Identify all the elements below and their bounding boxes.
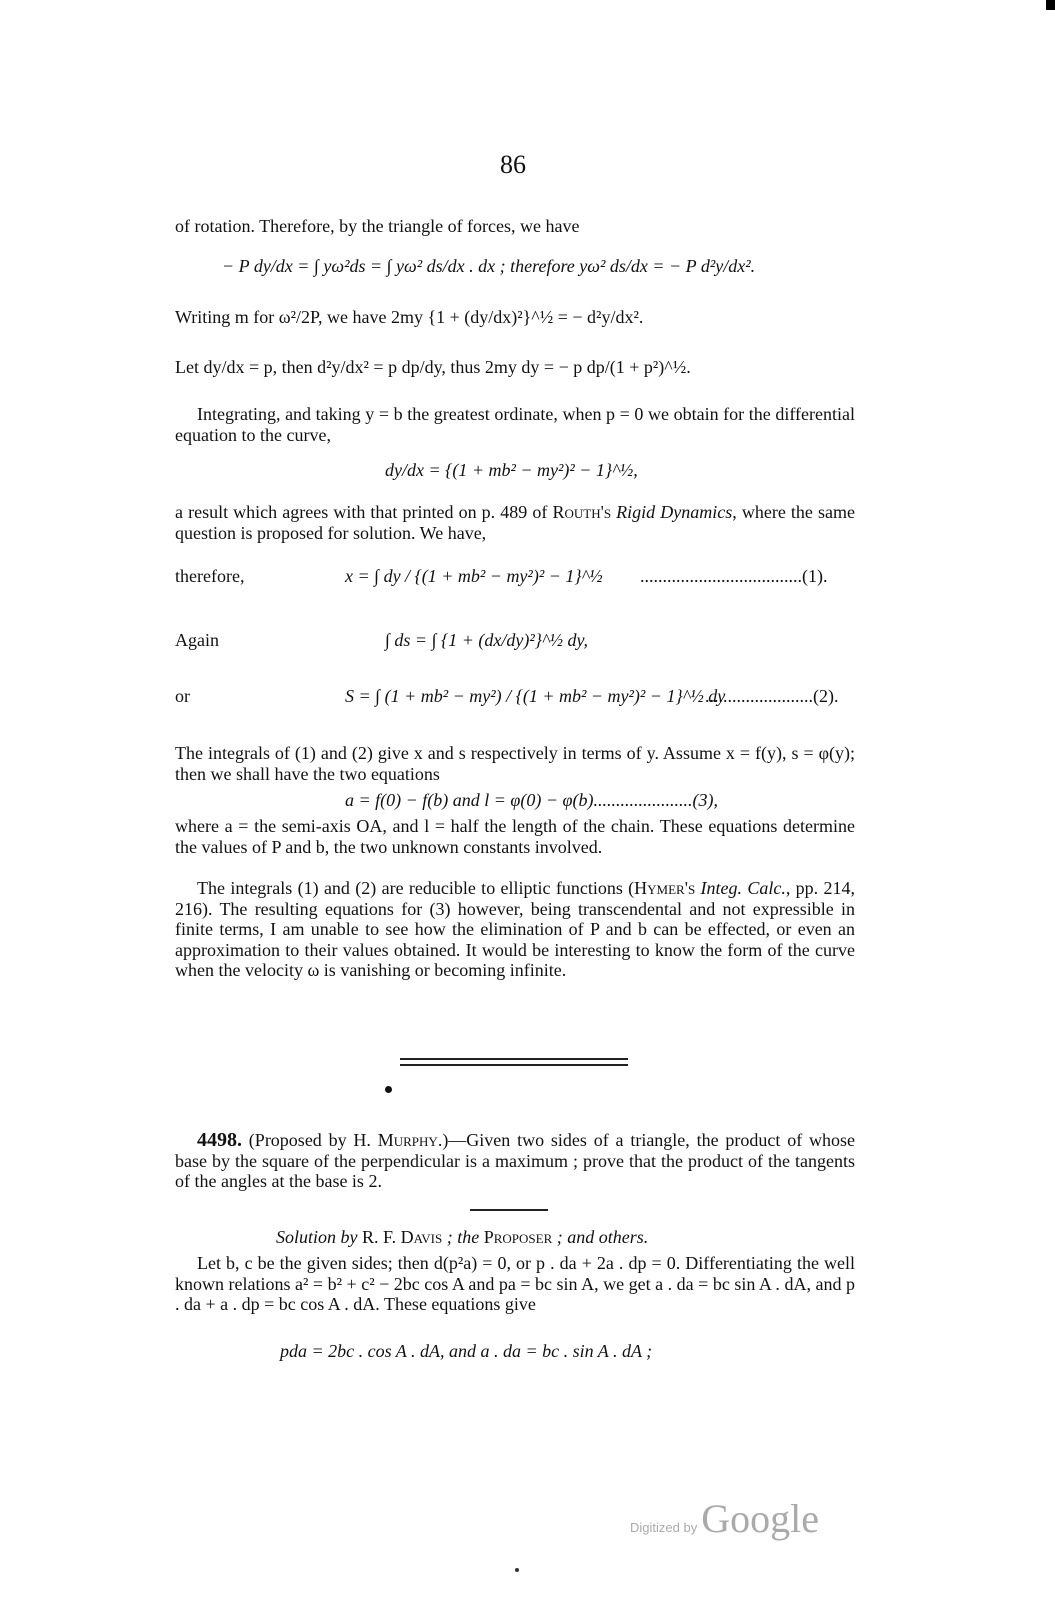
paragraph: The integrals of (1) and (2) give x and s respectively in terms of y. Assume x = f(y), s = φ(y); then we shall have the two equations (175, 743, 855, 784)
watermark (630, 1495, 819, 1542)
label: or (175, 686, 190, 706)
text: , pp. 214, 216). The resulting equations for (3) however, being transcendental and not expressible in finite terms, I am unable to see how the elimination of P and b can be effected, or even an approximation to their values obtained. It would be interesting to know the form of the curve when the velocity ω is vanishing or becoming infinite. (175, 878, 856, 981)
solver-name: R. F. Davis (357, 1227, 443, 1247)
dot (515, 1568, 519, 1572)
paragraph (175, 502, 855, 543)
equation: dy/dx = {(1 + mb² − my²)² − 1}^½, (385, 460, 638, 480)
scan-mark (1046, 0, 1055, 10)
text-line: of rotation. Therefore, by the triangle of forces, we have (175, 216, 580, 236)
google-logo: Google (701, 1496, 819, 1541)
text: ; and others. (552, 1227, 649, 1247)
author-name: Routh's (552, 502, 612, 522)
page-number: 86 (500, 150, 526, 179)
watermark-text: Digitized by (630, 1520, 698, 1535)
book-title: Integ. Calc. (695, 878, 786, 898)
divider (470, 1209, 548, 1211)
question-number: 4498. (197, 1129, 242, 1151)
author-name: Hymer's (634, 878, 696, 898)
equation: Writing m for ω²/2P, we have 2my {1 + (dy/dx)²}^½ = − d²y/dx². (175, 307, 644, 327)
text: a result which agrees with that printed on p. 489 of (175, 502, 553, 522)
text: ; the (442, 1227, 484, 1247)
equation: ∫ ds = ∫ {1 + (dx/dy)²}^½ dy, (385, 630, 589, 650)
proposer-name: Murphy (377, 1130, 438, 1150)
paragraph: where a = the semi-axis OA, and l = half the length of the chain. These equations determine the values of P and b, the two unknown constants involved. (175, 816, 855, 857)
equation: S = ∫ (1 + mb² − my²) / {(1 + mb² − my²)² − 1}^½ dy (345, 686, 726, 706)
label: Again (175, 630, 219, 650)
paragraph: Integrating, and taking y = b the greatest ordinate, when p = 0 we obtain for the differential equation to the curve, (175, 404, 855, 445)
equation: Let dy/dx = p, then d²y/dx² = p dp/dy, thus 2my dy = − p dp/(1 + p²)^½. (175, 357, 691, 377)
equation: pda = 2bc . cos A . dA, and a . da = bc . sin A . dA ; (280, 1341, 653, 1361)
solution-heading (276, 1227, 648, 1248)
book-title: Rigid Dynamics (611, 502, 733, 522)
equation-number: ........................(2). (705, 686, 839, 706)
equation: − P dy/dx = ∫ yω²ds = ∫ yω² ds/dx . dx ; therefore yω² ds/dx = − P d²y/dx². (222, 256, 756, 276)
equation: x = ∫ dy / {(1 + mb² − my²)² − 1}^½ (345, 566, 603, 586)
paragraph: Let b, c be the given sides; then d(p²a) = 0, or p . da + 2a . dp = 0. Differentiating the well known relations a² = b² + c² − 2bc cos A and pa = bc sin A, we get a . da = bc sin A . dA, and p . da + a . dp = bc cos A . dA. These equations give (175, 1253, 855, 1315)
text: The integrals (1) and (2) are reducible to elliptic functions ( (197, 878, 635, 898)
paragraph (175, 878, 855, 981)
text: (Proposed by H. (242, 1130, 378, 1150)
solver-name: Proposer (483, 1227, 553, 1247)
dot (385, 1086, 392, 1093)
text: , where the same question is proposed for solution. We have, (175, 502, 856, 543)
label: therefore, (175, 566, 245, 586)
divider (400, 1064, 628, 1066)
divider (400, 1058, 628, 1060)
text: Solution by (276, 1227, 358, 1247)
question-text: .)—Given two sides of a triangle, the product of whose base by the square of the perpendicular is a maximum ; prove that the product of the tangents of the angles at the base is 2. (175, 1130, 855, 1192)
equation: a = f(0) − f(b) and l = φ(0) − φ(b)......................(3), (345, 790, 718, 810)
equation-number: ....................................(1). (640, 566, 828, 586)
question (175, 1130, 855, 1192)
